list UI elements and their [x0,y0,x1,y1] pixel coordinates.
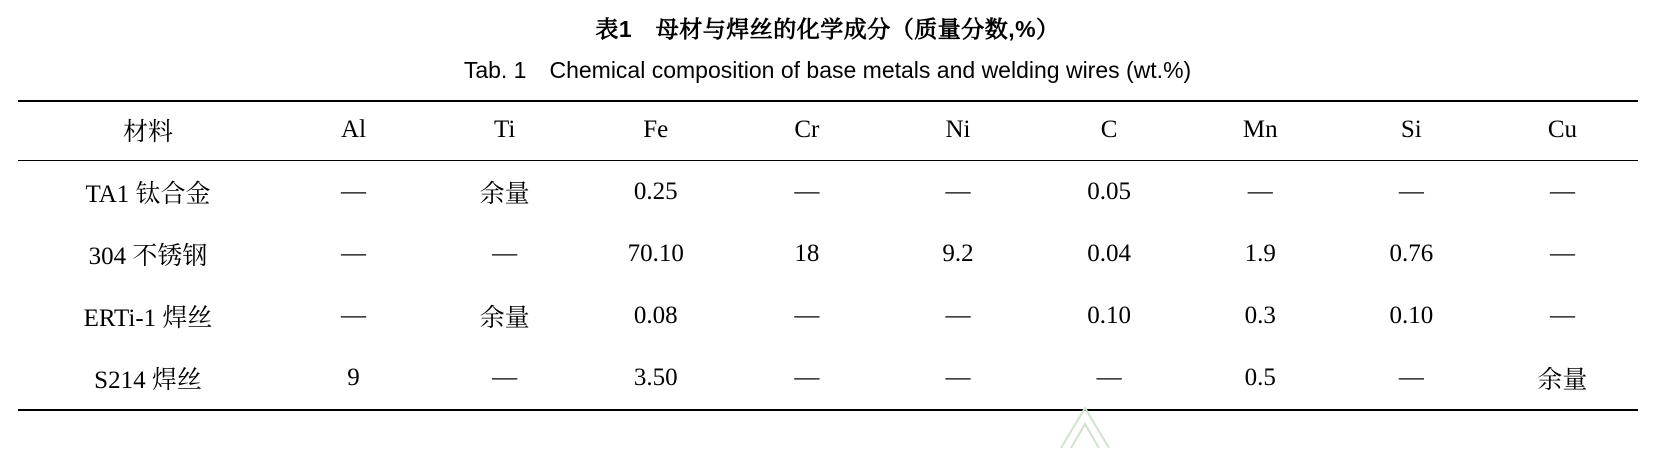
cell-ni: — [945,364,971,391]
cell-ni: — [945,178,971,205]
cell-cr: — [794,302,820,329]
table-caption-english: Tab. 1 Chemical composition of base metals and welding wires (wt.%) [463,57,1192,83]
cell-al: — [341,302,367,329]
cell-cr: — [794,364,820,391]
cell-c: — [1096,364,1122,391]
table-row [18,347,1638,410]
cell-fe: 0.08 [633,302,678,329]
cell-ti: — [492,364,518,391]
cell-material: 304 不锈钢 [88,243,208,270]
column-header-fe: Fe [643,116,669,143]
cell-mn: 0.5 [1244,364,1276,391]
cell-cr: 18 [794,240,820,267]
column-header-al: Al [341,116,367,143]
column-header-material: 材料 [122,119,173,146]
cell-ni: 9.2 [942,240,974,267]
cell-material: TA1 钛合金 [85,181,211,208]
cell-si: — [1398,178,1424,205]
cell-fe: 3.50 [633,364,678,391]
cell-si: 0.76 [1389,240,1434,267]
cell-cr: — [794,178,820,205]
cell-ni: — [945,302,971,329]
table-row [18,223,1638,285]
column-header-ni: Ni [945,116,971,143]
column-header-ti: Ti [493,116,516,143]
cell-ti: 余量 [479,305,530,332]
cell-fe: 0.25 [633,178,678,205]
cell-al: — [341,178,367,205]
column-header-mn: Mn [1242,116,1278,143]
cell-mn: — [1247,178,1273,205]
cell-cu: — [1549,302,1575,329]
column-header-si: Si [1400,116,1422,143]
cell-si: 0.10 [1389,302,1434,329]
cell-cu: 余量 [1537,367,1588,394]
cell-al: 9 [347,364,360,391]
cell-c: 0.04 [1087,240,1131,267]
column-header-c: C [1100,116,1118,143]
column-header-cu: Cu [1547,116,1578,143]
cell-cu: — [1549,178,1575,205]
cell-mn: 1.9 [1244,240,1276,267]
chemical-composition-table [18,100,1638,411]
cell-material: S214 焊丝 [94,367,202,394]
table-row [18,161,1638,224]
table-row [18,285,1638,347]
cell-c: 0.10 [1087,302,1131,329]
table-header-row [18,101,1638,161]
cell-ti: — [492,240,518,267]
cell-mn: 0.3 [1244,302,1276,329]
cell-ti: 余量 [479,181,530,208]
table-caption-chinese: 表1 母材与焊丝的化学成分（质量分数,%） [595,16,1060,42]
cell-al: — [341,240,367,267]
cell-c: 0.05 [1087,178,1131,205]
cell-material: ERTi-1 焊丝 [83,305,213,332]
table-figure-page [0,12,1655,453]
column-header-cr: Cr [794,116,820,143]
cell-fe: 70.10 [627,240,684,267]
cell-si: — [1398,364,1424,391]
cell-cu: — [1549,240,1575,267]
